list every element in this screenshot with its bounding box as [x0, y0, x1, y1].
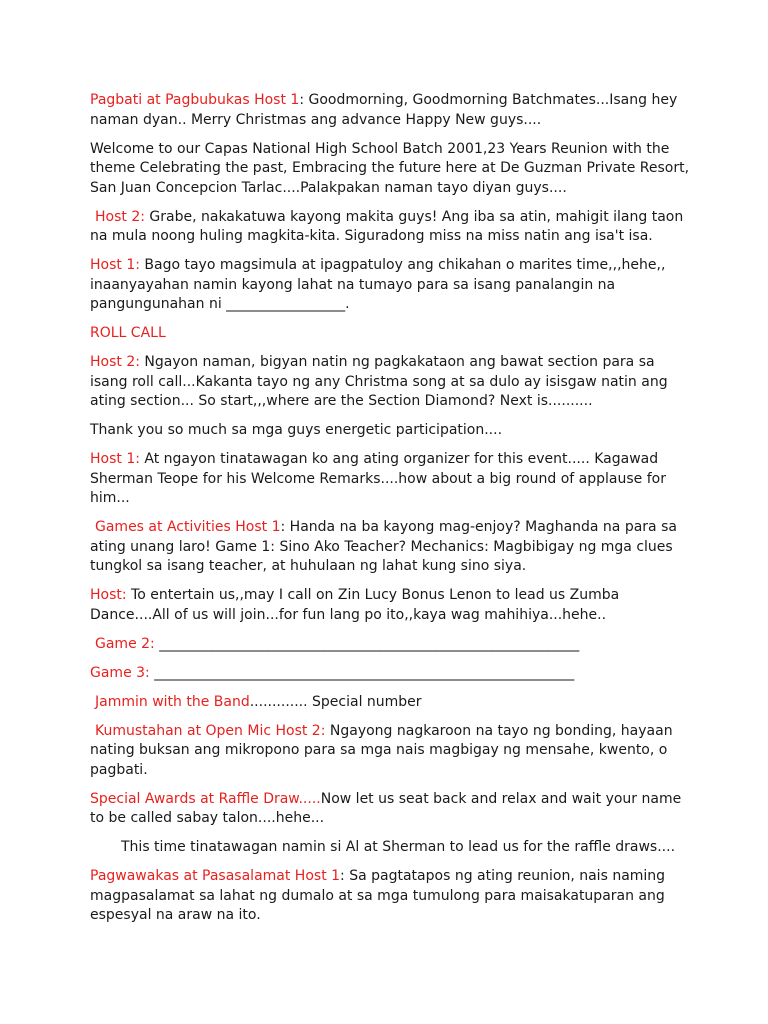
- paragraph-text: Ngayong nagkaroon na tayo ng bonding, hayaan nating buksan ang mikropono para sa mga nais magbigay ng mensahe, kwento, o pagbati.: [90, 722, 673, 778]
- paragraph-text: : Goodmorning, Goodmorning Batchmates...Isang hey naman dyan.. Merry Christmas ang advance Happy New guys....: [90, 92, 678, 128]
- paragraph-open-mic: [90, 722, 690, 781]
- section-heading: ROLL CALL: [90, 325, 166, 341]
- section-label: Pagbati at Pagbubukas Host 1: [90, 92, 300, 108]
- paragraph-text: Now let us seat back and relax and wait your name to be called sabay talon....hehe...: [90, 790, 682, 826]
- paragraph-prayer: [90, 256, 690, 315]
- paragraph-text: To entertain us,,may I call on Zin Lucy Bonus Lenon to lead us Zumba Dance....All of us will join...for fun lang po ito,,kaya wag mahihiya...hehe..: [90, 587, 620, 623]
- section-label: Host 2:: [95, 208, 145, 225]
- section-label: Host:: [90, 587, 127, 603]
- paragraph-zumba: [90, 586, 690, 625]
- paragraph-game-2: [90, 635, 690, 655]
- paragraph-closing: [90, 867, 690, 926]
- section-label: Jammin with the Band: [95, 693, 250, 710]
- blank-line: ____________________________________________________________: [149, 664, 575, 681]
- paragraph-roll-call: [90, 353, 690, 412]
- paragraph-game-3: [90, 664, 690, 684]
- paragraph-text: Grabe, nakakatuwa kayong makita guys! Ang iba sa atin, mahigit ilang taon na mula noong huling magkita-kita. Siguradong miss na miss natin ang isa't isa.: [90, 208, 684, 244]
- paragraph-band: [90, 693, 690, 713]
- section-label: Pagwawakas at Pasasalamat Host 1: [90, 868, 341, 884]
- paragraph-games: [90, 518, 690, 577]
- blank-line: ____________________________________________________________: [154, 635, 580, 652]
- paragraph-welcome: [90, 140, 690, 199]
- paragraph-text: Bago tayo magsimula at ipagpatuloy ang chikahan o marites time,,,hehe,, inaanyayahan namin kayong lahat na tumayo para sa isang panalangin na pangungunahan ni _________________.: [90, 257, 666, 312]
- section-label: Games at Activities Host 1: [95, 519, 281, 535]
- paragraph-text: Thank you so much sa mga guys energetic participation....: [90, 422, 503, 438]
- paragraph-host2-greeting: [90, 208, 690, 247]
- paragraph-opening: [90, 91, 690, 130]
- paragraph-raffle-hosts: [90, 838, 690, 858]
- document-body: [90, 91, 690, 935]
- paragraph-text: Welcome to our Capas National High School Batch 2001,23 Years Reunion with the theme Celebrating the past, Embracing the future here at De Guzman Private Resort, San Juan Concepcion Tarlac....Palakpakan naman tayo diyan guys....: [90, 140, 690, 196]
- section-label: Host 1:: [90, 451, 140, 467]
- paragraph-text: ............. Special number: [249, 693, 422, 710]
- paragraph-text: : Handa na ba kayong mag-enjoy? Maghanda na para sa ating unang laro! Game 1: Sino Ako Teacher? Mechanics: Magbibigay ng mga clues tungkol sa isang teacher, at huhulaan ng lahat kung sino siya.: [90, 519, 677, 574]
- paragraph-text: : Sa pagtatapos ng ating reunion, nais naming magpasalamat sa lahat ng dumalo at sa mga tumulong para maisakatuparan ang espesyal na araw na ito.: [90, 868, 666, 923]
- paragraph-welcome-remarks: [90, 450, 690, 509]
- paragraph-text: At ngayon tinatawagan ko ang ating organizer for this event..... Kagawad Sherman Teope for his Welcome Remarks....how about a big round of applause for him...: [90, 451, 666, 506]
- paragraph-text: This time tinatawagan namin si Al at Sherman to lead us for the raffle draws....: [121, 839, 676, 855]
- paragraph-raffle: [90, 790, 690, 829]
- section-label: Host 2:: [90, 354, 140, 370]
- paragraph-thank-you: [90, 421, 690, 441]
- section-label: Host 1:: [90, 257, 140, 273]
- section-label: Game 3:: [90, 664, 150, 681]
- section-label: Special Awards at Raffle Draw.....: [90, 790, 321, 807]
- section-label: Game 2:: [95, 635, 155, 652]
- paragraph-text: Ngayon naman, bigyan natin ng pagkakataon ang bawat section para sa isang roll call...Kakanta tayo ng any Christma song at sa dulo ay isisgaw natin ang ating section... So start,,,where are the Section Diamond? Next is..........: [90, 354, 668, 409]
- paragraph-roll-call-heading: [90, 324, 690, 344]
- section-label: Kumustahan at Open Mic Host 2:: [95, 722, 326, 739]
